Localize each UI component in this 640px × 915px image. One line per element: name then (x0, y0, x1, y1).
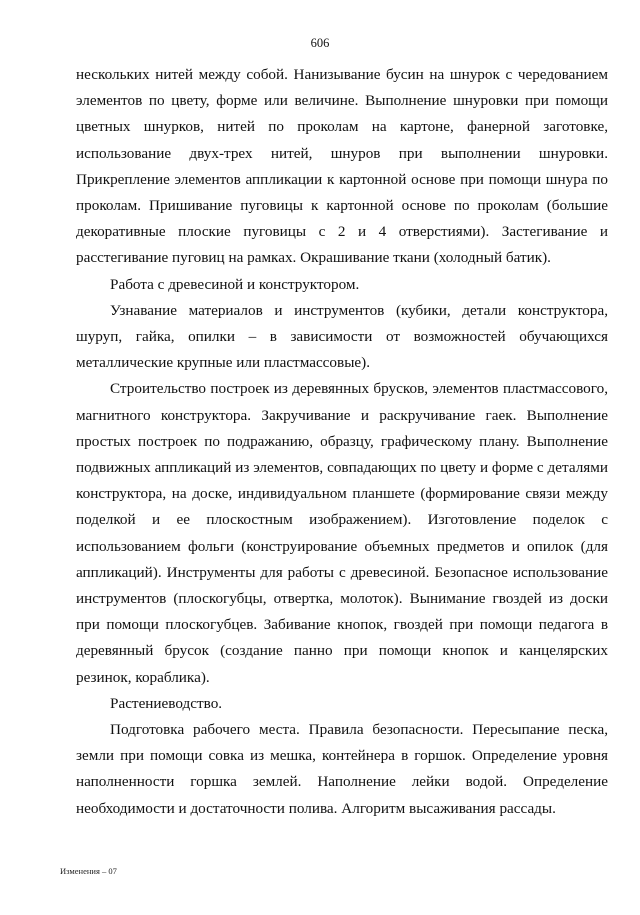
paragraph: Строительство построек из деревянных брусков, элементов пластмассового, магнитного конструктора. Закручивание и раскручивание гаек. Выполнение простых построек по подражанию, образцу, графическому плану. Выполнение подвижных аппликаций из элементов, совпадающих по цвету и форме с деталями конструктора, на доске, индивидуальном планшете (формирование связи между поделкой и ее плоскостным изображением). Изготовление поделок с использованием фольги (конструирование объемных предметов и опилок (для аппликаций). Инструменты для работы с древесиной. Безопасное использование инструментов (плоскогубцы, отвертка, молоток). Вынимание гвоздей из доски при помощи плоскогубцев. Забивание кнопок, гвоздей при помощи педагога в деревянный брусок (создание панно при помощи кнопок и канцелярских резинок, кораблика). (76, 380, 608, 686)
page-number: 606 (310, 36, 330, 50)
body-text (76, 62, 608, 822)
paragraph: нескольких нитей между собой. Нанизывание бусин на шнурок с чередованием элементов по цвету, форме или величине. Выполнение шнуровки при помощи цветных шнурков, нитей по проколам на картоне, фанерной заготовке, использование двух-трех нитей, шнуров при выполнении шнуровки. Прикрепление элементов аппликации к картонной основе при помощи шнура по проколам. Пришивание пуговицы к картонной основе по проколам (большие декоративные плоские пуговицы с 2 и 4 отверстиями). Застегивание и расстегивание пуговиц на рамках. Окрашивание ткани (холодный батик). (76, 66, 608, 267)
paragraph: Подготовка рабочего места. Правила безопасности. Пересыпание песка, земли при помощи совка из мешка, контейнера в горшок. Определение уровня наполненности горшка землей. Наполнение лейки водой. Определение необходимости и достаточности полива. Алгоритм высаживания рассады. (76, 721, 608, 817)
paragraph: Работа с древесиной и конструктором. (110, 275, 360, 293)
footer-revision-note: Изменения – 07 (60, 866, 117, 876)
paragraph: Растениеводство. (110, 694, 223, 712)
paragraph: Узнавание материалов и инструментов (кубики, детали конструктора, шуруп, гайка, опилки – в зависимости от возможностей обучающихся металлические крупные или пластмассовые). (76, 301, 608, 372)
